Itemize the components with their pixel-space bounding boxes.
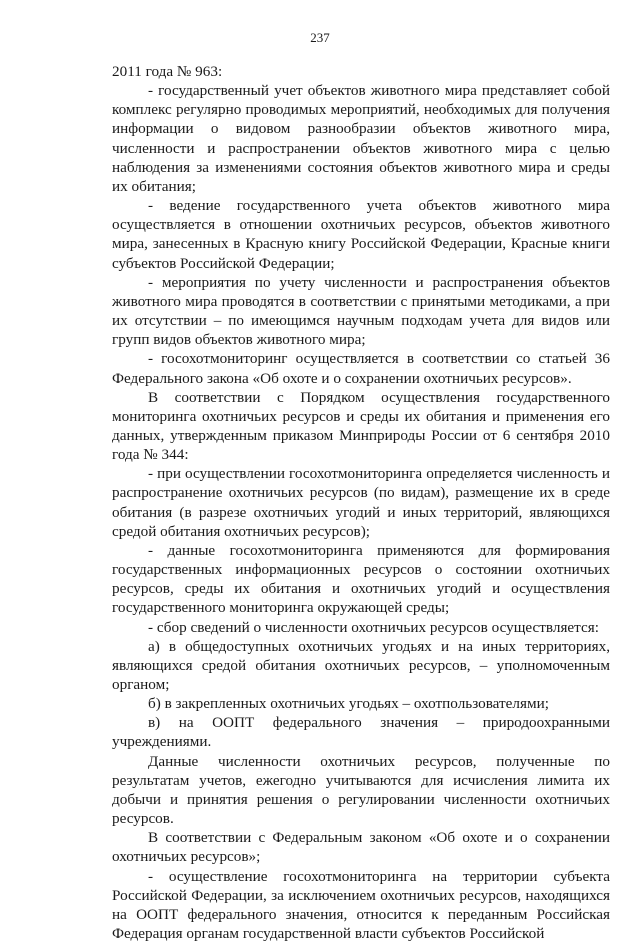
paragraph: - осуществление госохотмониторинга на территории субъекта Российской Федерации, за исключением охотничьих ресурсов, находящихся на ООПТ федерального значения, относится к переданным Российская Федерация органам государственной власти субъектов Российской [112,867,610,943]
body-text [112,62,610,943]
paragraph: а) в общедоступных охотничьих угодьях и на иных территориях, являющихся средой обитания охотничьих ресурсов, – уполномоченным органом; [112,637,610,693]
paragraph: Данные численности охотничьих ресурсов, полученные по результатам учетов, ежегодно учитываются для исчисления лимита их добычи и принятия решения о регулировании численности охотничьих ресурсов. [112,752,610,828]
paragraph: - госохотмониторинг осуществляется в соответствии со статьей 36 Федерального закона «Об охоте и о сохранении охотничьих ресурсов». [112,350,610,387]
paragraph: - государственный учет объектов животного мира представляет собой комплекс регулярно проводимых мероприятий, необходимых для получения информации о видовом разнообразии объектов животного мира, численности и распространении объектов животного мира с целью наблюдения за изменениями состояния объектов животного мира и среды их обитания; [112,82,610,195]
paragraph: - ведение государственного учета объектов животного мира осуществляется в отношении охотничьих ресурсов, объектов животного мира, занесенных в Красную книгу Российской Федерации, Красные книги субъектов Российской Федерации; [112,197,610,272]
paragraph: В соответствии с Порядком осуществления государственного мониторинга охотничьих ресурсов и среды их обитания и применения его данных, утвержденным приказом Минприроды России от 6 сентября 2010 года № 344: [112,388,610,464]
paragraph: - сбор сведений о численности охотничьих ресурсов осуществляется: [148,618,599,636]
paragraph: в) на ООПТ федерального значения – природоохранными учреждениями. [112,714,610,751]
paragraph: - мероприятия по учету численности и распространения объектов животного мира проводятся в соответствии с принятыми методиками, а при их отсутствии – по имеющимся научным подходам учета для видов или групп видов объектов животного мира; [112,273,610,349]
paragraph: - при осуществлении госохотмониторинга определяется численность и распространение охотничьих ресурсов (по видам), размещение их в среде обитания (в разрезе охотничьих угодий и иных территорий, являющихся средой обитания охотничьих ресурсов); [112,465,610,540]
paragraph: - данные госохотмониторинга применяются для формирования государственных информационных ресурсов о состоянии охотничьих ресурсов, среды их обитания и охотничьих угодий и осуществления государственного мониторинга окружающей среды; [112,541,610,617]
paragraph: б) в закрепленных охотничьих угодьях – охотпользователями; [148,695,549,713]
paragraph: В соответствии с Федеральным законом «Об охоте и о сохранении охотничьих ресурсов»; [112,829,610,866]
page-number: 237 [310,30,330,45]
paragraph: 2011 года № 963: [112,63,223,80]
